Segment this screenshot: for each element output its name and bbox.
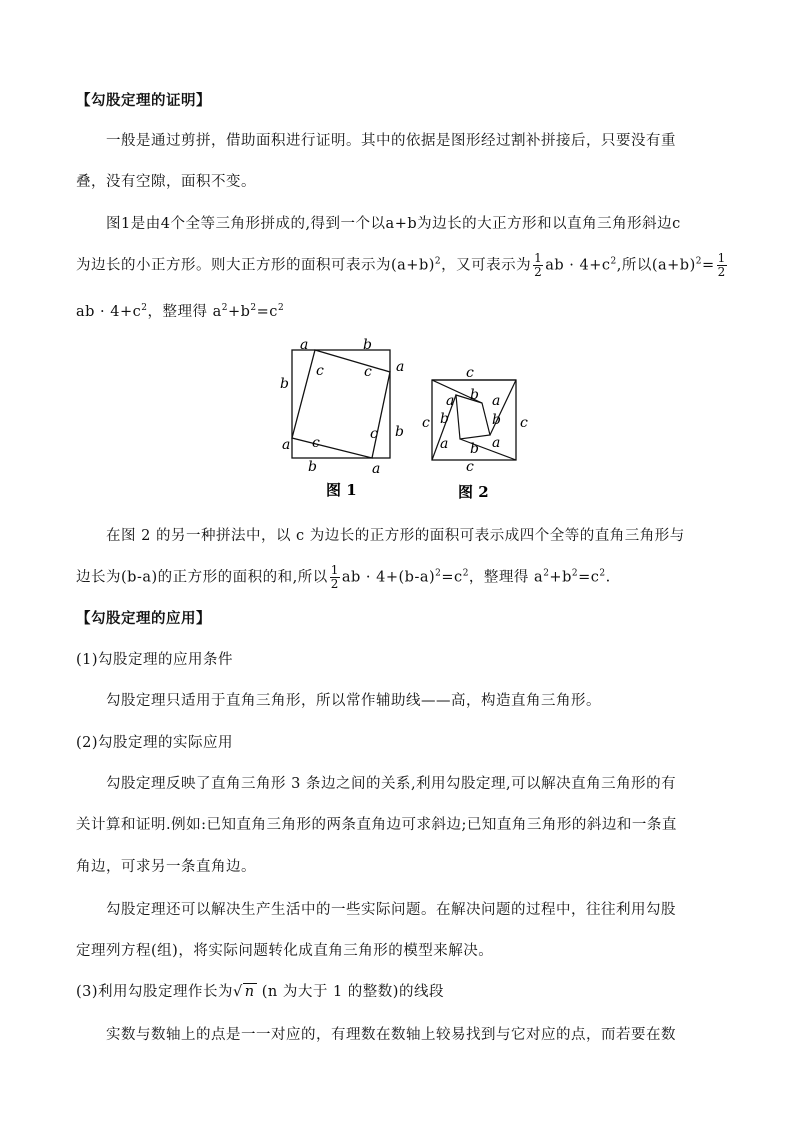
label-b: b bbox=[395, 424, 404, 440]
label-b: b bbox=[308, 459, 317, 475]
superscript: 2 bbox=[599, 568, 606, 579]
superscript: 2 bbox=[435, 568, 442, 579]
paragraph-line: 在图 2 的另一种拼法中，以 c 为边长的正方形的面积可表示成四个全等的直角三角形与 bbox=[106, 528, 685, 544]
label-a: a bbox=[492, 393, 501, 409]
fraction-numerator: 1 bbox=[534, 251, 543, 265]
figure-1 bbox=[280, 337, 404, 499]
text-segment: ，整理得 a bbox=[147, 304, 222, 320]
radicand: n bbox=[244, 984, 255, 1000]
text-segment: (n 为大于 1 的整数)的线段 bbox=[256, 984, 444, 1000]
subheading bbox=[76, 980, 444, 1001]
label-b: b bbox=[470, 441, 479, 457]
subheading: (1)勾股定理的应用条件 bbox=[76, 652, 234, 668]
paragraph-line: 勾股定理还可以解决生产生活中的一些实际问题。在解决问题的过程中，往往利用勾股 bbox=[106, 902, 676, 918]
fraction-numerator: 1 bbox=[717, 251, 726, 265]
text-segment: ab · 4+(b-a) bbox=[341, 569, 436, 586]
label-b: b bbox=[470, 387, 479, 403]
label-c: c bbox=[466, 459, 474, 475]
text-segment: =c bbox=[441, 569, 463, 586]
paragraph-line: 勾股定理反映了直角三角形 3 条边之间的关系,利用勾股定理,可以解决直角三角形的有 bbox=[106, 776, 677, 792]
label-c: c bbox=[466, 365, 474, 381]
superscript: 2 bbox=[695, 256, 702, 267]
label-b: b bbox=[280, 376, 289, 392]
label-b: b bbox=[440, 411, 449, 427]
paragraph-line: 一般是通过剪拼，借助面积进行证明。其中的依据是图形经过割补拼接后，只要没有重 bbox=[106, 133, 676, 149]
figure-1-caption: 图 1 bbox=[326, 481, 357, 499]
text-segment: ,所以(a+b) bbox=[616, 257, 696, 274]
text-segment: ab · 4+c bbox=[545, 257, 611, 274]
text-segment: 为边长的小正方形。则大正方形的面积可表示为(a+b) bbox=[76, 257, 435, 274]
superscript: 2 bbox=[434, 256, 442, 267]
paragraph-line: 定理列方程(组)，将实际问题转化成直角三角形的模型来解决。 bbox=[76, 943, 494, 959]
subheading: (2)勾股定理的实际应用 bbox=[76, 735, 234, 751]
label-a: a bbox=[372, 461, 381, 477]
label-c: c bbox=[520, 415, 528, 431]
figure-2 bbox=[422, 365, 528, 501]
label-c: c bbox=[312, 435, 320, 451]
superscript: 2 bbox=[250, 303, 257, 314]
section-title-application: 【勾股定理的应用】 bbox=[76, 610, 211, 627]
text-segment: ，又可表示为 bbox=[441, 257, 532, 274]
superscript: 2 bbox=[462, 568, 469, 579]
superscript: 2 bbox=[610, 256, 617, 267]
fraction-half bbox=[330, 564, 340, 591]
label-c: c bbox=[316, 363, 324, 379]
fraction-denominator: 2 bbox=[534, 265, 543, 279]
label-b: b bbox=[492, 412, 501, 428]
superscript: 2 bbox=[277, 303, 285, 314]
label-a: a bbox=[282, 437, 291, 453]
paragraph-line: 角边，可求另一条直角边。 bbox=[76, 859, 256, 875]
paragraph-line: 关计算和证明.例如:已知直角三角形的两条直角边可求斜边;已知直角三角形的斜边和一条直 bbox=[76, 817, 677, 833]
text-segment: +b bbox=[549, 569, 572, 586]
label-a: a bbox=[396, 359, 405, 375]
superscript: 2 bbox=[141, 303, 148, 314]
paragraph-line bbox=[76, 300, 284, 321]
fraction-half bbox=[717, 252, 727, 279]
fraction-denominator: 2 bbox=[717, 265, 726, 279]
label-c: c bbox=[370, 426, 378, 442]
paragraph-line: 勾股定理只适用于直角三角形，所以常作辅助线——高，构造直角三角形。 bbox=[106, 693, 601, 709]
text-segment: +b bbox=[227, 304, 251, 320]
figure-2-caption: 图 2 bbox=[458, 483, 489, 501]
label-b: b bbox=[363, 337, 372, 353]
fraction-denominator: 2 bbox=[330, 577, 339, 591]
paragraph-line: 图1是由4个全等三角形拼成的,得到一个以a+b为边长的大正方形和以直角三角形斜边c bbox=[106, 216, 681, 232]
label-a: a bbox=[492, 435, 501, 451]
label-a: a bbox=[300, 337, 309, 353]
pythagoras-figures bbox=[270, 335, 530, 505]
paragraph-line bbox=[76, 252, 729, 279]
superscript: 2 bbox=[221, 303, 228, 314]
superscript: 2 bbox=[571, 568, 579, 579]
label-a: a bbox=[446, 393, 455, 409]
text-segment: ab · 4+c bbox=[76, 304, 142, 320]
superscript: 2 bbox=[543, 568, 550, 579]
text-segment: 边长为(b-a)的正方形的面积的和,所以 bbox=[76, 569, 328, 586]
sqrt-n: √ n bbox=[233, 984, 255, 1000]
fraction-numerator: 1 bbox=[330, 563, 339, 577]
label-c: c bbox=[364, 364, 372, 380]
section-title-proof: 【勾股定理的证明】 bbox=[76, 92, 211, 109]
text-segment: =c bbox=[578, 569, 600, 586]
paragraph-line bbox=[76, 564, 611, 591]
paragraph-line: 叠，没有空隙，面积不变。 bbox=[76, 174, 256, 190]
paragraph-line: 实数与数轴上的点是一一对应的，有理数在数轴上较易找到与它对应的点，而若要在数 bbox=[106, 1027, 676, 1043]
text-segment: . bbox=[605, 569, 611, 586]
label-a: a bbox=[440, 436, 449, 452]
fraction-half bbox=[533, 252, 543, 279]
text-segment: (3)利用勾股定理作长为 bbox=[76, 984, 234, 1000]
text-segment: = bbox=[701, 257, 715, 274]
label-c: c bbox=[422, 415, 430, 431]
text-segment: =c bbox=[256, 304, 278, 320]
text-segment: ，整理得 a bbox=[468, 569, 544, 586]
